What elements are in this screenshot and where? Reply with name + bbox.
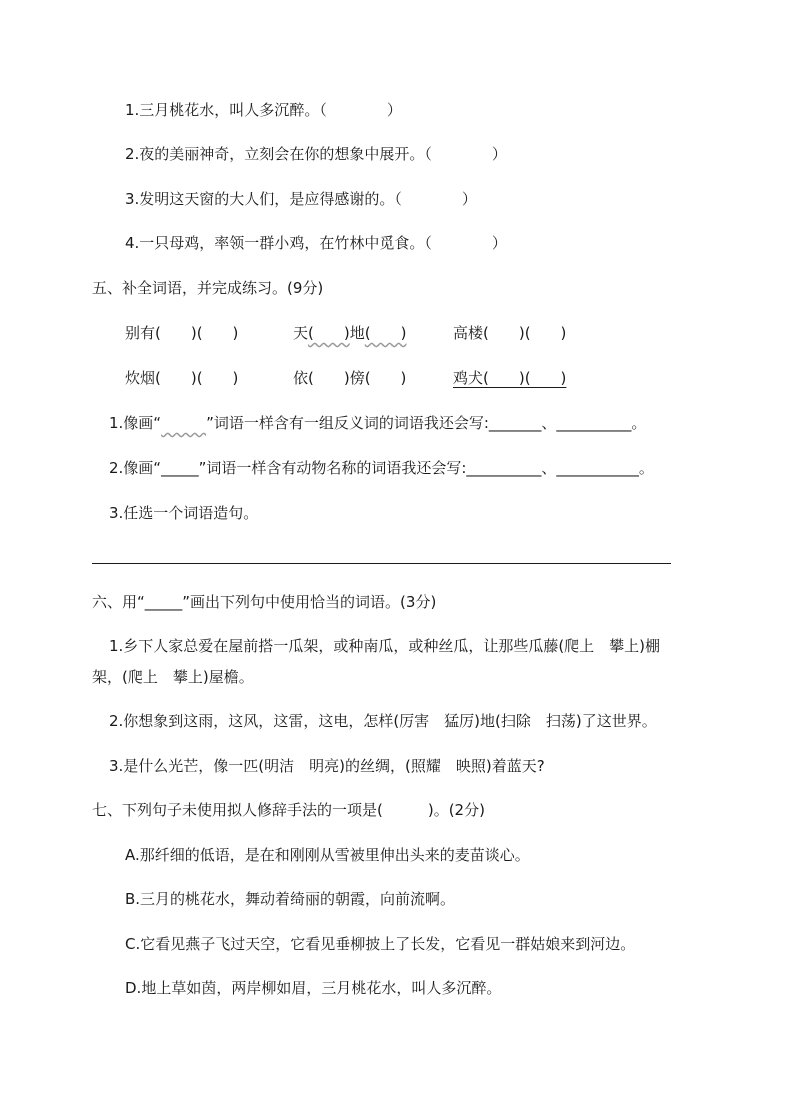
answer-line (92, 563, 671, 564)
word-chuiyan: 炊烟( )( ) (125, 369, 239, 387)
section6-q1-line2: 架，(爬上 攀上)屋檐。 (92, 668, 254, 686)
section7-title: 七、下列句子未使用拟人修辞手法的一项是( )。(2分) (92, 801, 485, 819)
word-bieyou: 别有( )( ) (125, 324, 239, 342)
word-jiquan: 鸡犬( )( ) (453, 369, 567, 387)
word-gaolou: 高楼( )( ) (453, 324, 567, 342)
section5-q2: 2.像画“_____”词语一样含有动物名称的词语我还会写:__________、___________。 (109, 459, 654, 477)
section5-q1: 1.像画“ ”词语一样含有一组反义词的词语我还会写:_______、__________。 (109, 414, 647, 432)
word-tiandi: 天( )地( ) (293, 324, 407, 342)
option-d: D.地上草如茵，两岸柳如眉，三月桃花水，叫人多沉醉。 (125, 979, 502, 997)
word-yibang: 依( )傍( ) (293, 369, 407, 387)
section4-item-2: 2.夜的美丽神奇，立刻会在你的想象中展开。（ ） (125, 145, 507, 163)
section4-item-3: 3.发明这天窗的大人们，是应得感谢的。（ ） (125, 190, 477, 208)
section6-q1-line1: 1.乡下人家总爱在屋前搭一瓜架，或种南瓜，或种丝瓜，让那些瓜藤(爬上 攀上)棚 (109, 637, 661, 655)
option-b: B.三月的桃花水，舞动着绮丽的朝霞，向前流啊。 (125, 890, 456, 908)
section4-item-4: 4.一只母鸡，率领一群小鸡，在竹林中觅食。（ ） (125, 234, 507, 252)
option-c: C.它看见燕子飞过天空，它看见垂柳披上了长发，它看见一群姑娘来到河边。 (125, 935, 636, 953)
section6-q2: 2.你想象到这雨，这风，这雷，这电，怎样(厉害 猛厉)地(扫除 扫荡)了这世界。 (109, 712, 657, 730)
section5-title: 五、补全词语，并完成练习。(9分) (92, 279, 324, 297)
option-a: A.那纤细的低语，是在和刚刚从雪被里伸出头来的麦苗谈心。 (125, 846, 530, 864)
section4-item-1: 1.三月桃花水，叫人多沉醉。（ ） (125, 101, 402, 119)
section6-title: 六、用“_____”画出下列句中使用恰当的词语。(3分) (92, 593, 437, 611)
section6-q3: 3.是什么光芒，像一匹(明洁 明亮)的丝绸，(照耀 映照)着蓝天? (109, 757, 545, 775)
section5-q3: 3.任选一个词语造句。 (109, 504, 259, 522)
